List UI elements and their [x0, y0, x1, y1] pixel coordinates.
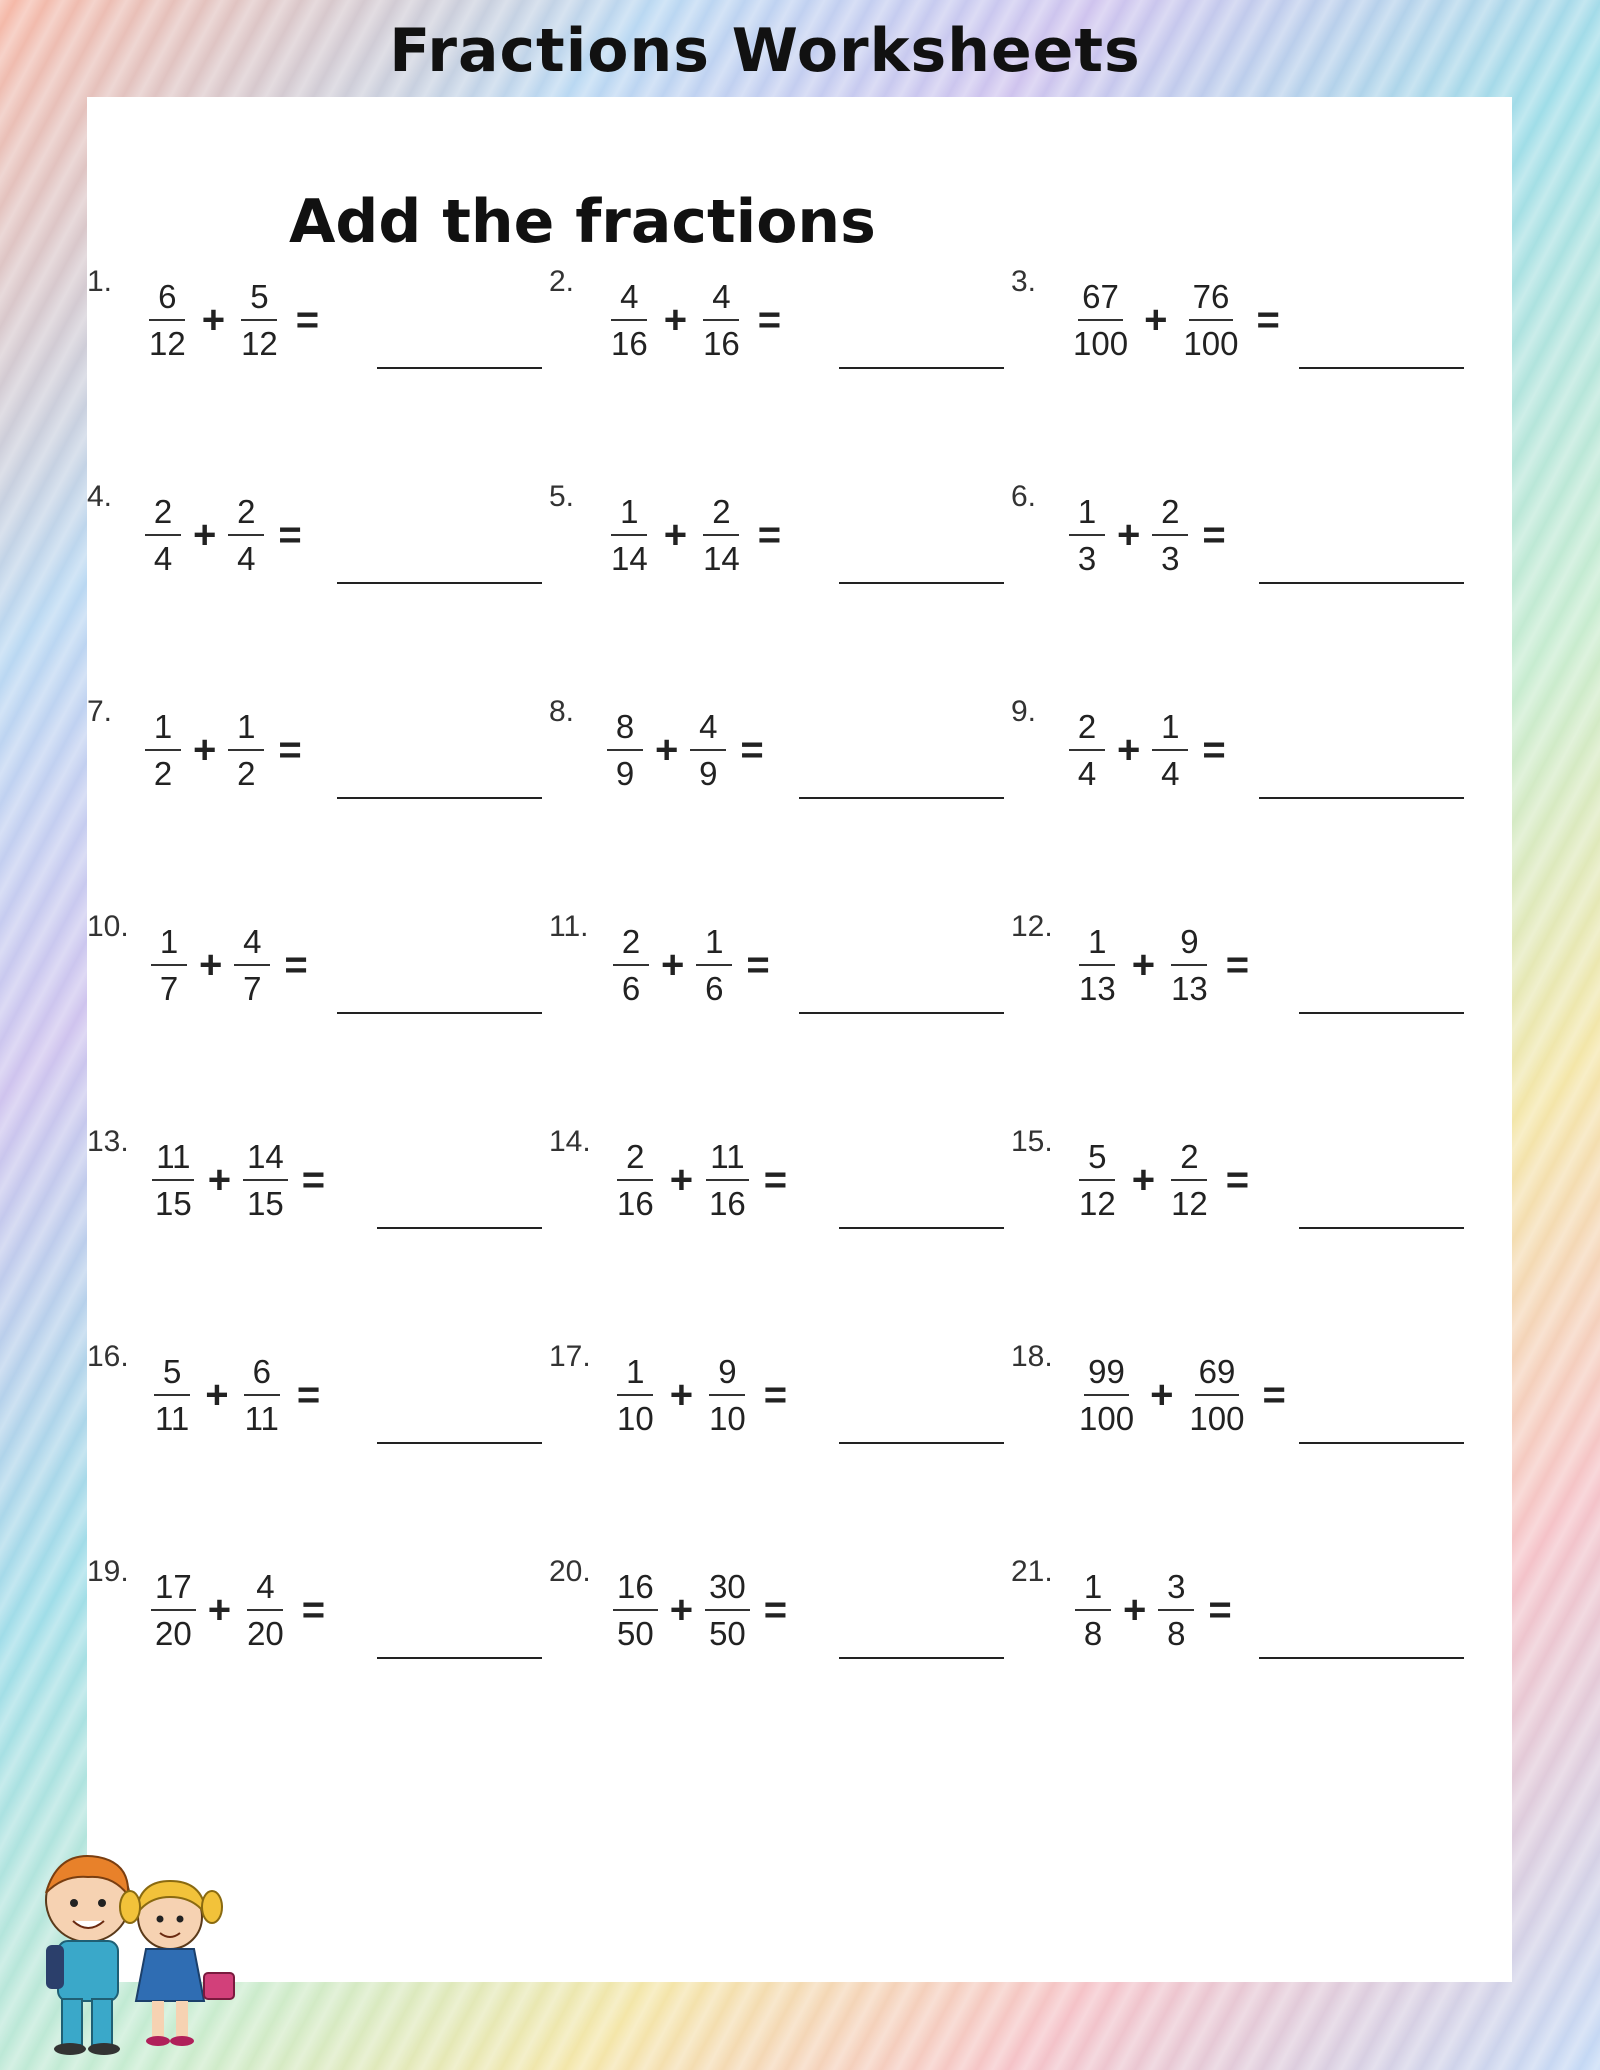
numerator: 6: [149, 280, 185, 321]
numerator: 2: [617, 1140, 653, 1181]
fraction-b: [243, 1140, 288, 1220]
problem-number: 6.: [1011, 480, 1037, 513]
plus-sign: +: [1131, 1157, 1156, 1202]
problem-13: [87, 1125, 542, 1235]
denominator: 100: [1183, 325, 1239, 362]
numerator: 67: [1078, 280, 1123, 321]
denominator: 15: [247, 1185, 284, 1222]
fraction-a: [1075, 1140, 1120, 1220]
numerator: 9: [709, 1355, 745, 1396]
denominator: 7: [243, 970, 262, 1007]
denominator: 12: [1171, 1185, 1208, 1222]
fraction-b: [699, 495, 744, 575]
denominator: 8: [1167, 1615, 1186, 1652]
denominator: 2: [237, 755, 256, 792]
equals-sign: =: [1256, 297, 1280, 342]
numerator: 4: [247, 1570, 283, 1611]
numerator: 11: [152, 1140, 194, 1181]
denominator: 9: [615, 755, 635, 792]
problem-2: [549, 265, 1004, 375]
problem-number: 9.: [1011, 695, 1037, 728]
numerator: 4: [690, 710, 726, 751]
page-title: Fractions Worksheets: [389, 16, 1141, 86]
problem-number: 13.: [87, 1125, 129, 1158]
fraction-b: [1152, 495, 1188, 575]
numerator: 14: [243, 1140, 288, 1181]
plus-sign: +: [193, 727, 217, 772]
denominator: 20: [247, 1615, 284, 1652]
denominator: 16: [709, 1185, 746, 1222]
answer-line[interactable]: [337, 797, 542, 799]
equals-sign: =: [740, 727, 764, 772]
denominator: 15: [155, 1185, 192, 1222]
problem-9: [1011, 695, 1464, 805]
plus-sign: +: [655, 727, 679, 772]
equals-sign: =: [278, 512, 302, 557]
problem-16: [87, 1340, 542, 1450]
problem-14: [549, 1125, 1004, 1235]
numerator: 4: [234, 925, 270, 966]
problem-20: [549, 1555, 1004, 1665]
fraction-a: [607, 280, 652, 360]
numerator: 3: [1158, 1570, 1194, 1611]
plus-sign: +: [1150, 1372, 1174, 1417]
fraction-b: [1152, 710, 1188, 790]
denominator: 4: [1161, 755, 1180, 792]
plus-sign: +: [1117, 727, 1141, 772]
fraction-b: [1158, 1570, 1194, 1650]
fraction-b: [696, 925, 732, 1005]
numerator: 17: [151, 1570, 196, 1611]
equals-sign: =: [296, 1372, 321, 1417]
numerator: 2: [613, 925, 649, 966]
problem-number: 16.: [87, 1340, 129, 1373]
problem-number: 5.: [549, 480, 575, 513]
fraction-a: [613, 1570, 658, 1650]
equals-sign: =: [746, 942, 770, 987]
fraction-a: [607, 710, 643, 790]
plus-sign: +: [663, 297, 688, 342]
problem-4: [87, 480, 542, 590]
denominator: 20: [155, 1615, 192, 1652]
equals-sign: =: [301, 1157, 326, 1202]
denominator: 13: [1079, 970, 1116, 1007]
equals-sign: =: [763, 1157, 788, 1202]
answer-line[interactable]: [1259, 797, 1464, 799]
numerator: 4: [703, 280, 739, 321]
plus-sign: +: [661, 942, 685, 987]
fraction-a: [151, 925, 187, 1005]
denominator: 11: [244, 1400, 279, 1437]
numerator: 2: [1171, 1140, 1207, 1181]
plus-sign: +: [205, 1372, 229, 1417]
plus-sign: +: [669, 1157, 694, 1202]
numerator: 1: [228, 710, 264, 751]
worksheet-sheet: [87, 97, 1512, 1982]
problem-number: 11.: [549, 910, 589, 943]
equals-sign: =: [763, 1587, 788, 1632]
numerator: 4: [611, 280, 647, 321]
problem-number: 3.: [1011, 265, 1037, 298]
denominator: 50: [709, 1615, 746, 1652]
answer-line[interactable]: [839, 367, 1004, 369]
problem-number: 8.: [549, 695, 575, 728]
numerator: 30: [705, 1570, 750, 1611]
answer-line[interactable]: [1299, 1227, 1464, 1229]
equals-sign: =: [1202, 727, 1226, 772]
answer-line[interactable]: [337, 1012, 542, 1014]
numerator: 6: [244, 1355, 280, 1396]
problem-number: 17.: [549, 1340, 591, 1373]
equals-sign: =: [757, 512, 782, 557]
problem-12: [1011, 910, 1464, 1020]
answer-line[interactable]: [377, 367, 542, 369]
plus-sign: +: [199, 942, 223, 987]
numerator: 5: [241, 280, 277, 321]
problem-8: [549, 695, 1004, 805]
plus-sign: +: [201, 297, 226, 342]
answer-line[interactable]: [1299, 1442, 1464, 1444]
denominator: 7: [159, 970, 179, 1007]
equals-sign: =: [1262, 1372, 1286, 1417]
numerator: 1: [151, 925, 187, 966]
numerator: 9: [1171, 925, 1207, 966]
children-cartoon-icon: [18, 1845, 238, 2055]
equals-sign: =: [284, 942, 308, 987]
answer-line[interactable]: [799, 1012, 1004, 1014]
denominator: 16: [617, 1185, 654, 1222]
fraction-a: [151, 1140, 196, 1220]
fraction-a: [151, 1570, 196, 1650]
plus-sign: +: [207, 1157, 232, 1202]
denominator: 14: [703, 540, 740, 577]
fraction-a: [1069, 280, 1132, 360]
problem-number: 7.: [87, 695, 113, 728]
denominator: 16: [703, 325, 740, 362]
denominator: 12: [241, 325, 278, 362]
plus-sign: +: [1131, 942, 1156, 987]
fraction-a: [145, 495, 181, 575]
answer-line[interactable]: [1299, 1012, 1464, 1014]
problem-17: [549, 1340, 1004, 1450]
denominator: 12: [1079, 1185, 1116, 1222]
fraction-b: [228, 710, 264, 790]
answer-line[interactable]: [799, 797, 1004, 799]
numerator: 8: [607, 710, 643, 751]
plus-sign: +: [669, 1372, 694, 1417]
fraction-a: [1069, 495, 1105, 575]
problem-number: 19.: [87, 1555, 129, 1588]
denominator: 6: [705, 970, 724, 1007]
denominator: 100: [1079, 1400, 1135, 1437]
denominator: 3: [1077, 540, 1097, 577]
fraction-b: [237, 280, 282, 360]
denominator: 12: [149, 325, 186, 362]
numerator: 76: [1189, 280, 1234, 321]
equals-sign: =: [763, 1372, 788, 1417]
problem-1: [87, 265, 542, 375]
fraction-b: [705, 1355, 750, 1435]
numerator: 1: [145, 710, 181, 751]
denominator: 10: [617, 1400, 654, 1437]
plus-sign: +: [1144, 297, 1168, 342]
numerator: 1: [1075, 1570, 1111, 1611]
numerator: 1: [696, 925, 732, 966]
numerator: 99: [1084, 1355, 1129, 1396]
answer-line[interactable]: [839, 582, 1004, 584]
fraction-b: [699, 280, 744, 360]
equals-sign: =: [1225, 942, 1250, 987]
denominator: 4: [1077, 755, 1097, 792]
answer-line[interactable]: [839, 1442, 1004, 1444]
numerator: 1: [1152, 710, 1188, 751]
fraction-a: [1075, 925, 1120, 1005]
problem-7: [87, 695, 542, 805]
fraction-b: [690, 710, 726, 790]
plus-sign: +: [663, 512, 688, 557]
problem-3: [1011, 265, 1464, 375]
plus-sign: +: [193, 512, 217, 557]
problem-18: [1011, 1340, 1464, 1450]
denominator: 50: [617, 1615, 654, 1652]
problem-21: [1011, 1555, 1464, 1665]
problem-number: 4.: [87, 480, 113, 513]
answer-line[interactable]: [1259, 1657, 1464, 1659]
denominator: 3: [1161, 540, 1180, 577]
numerator: 5: [154, 1355, 190, 1396]
denominator: 6: [621, 970, 641, 1007]
problem-number: 2.: [549, 265, 575, 298]
problem-6: [1011, 480, 1464, 590]
problem-number: 21.: [1011, 1555, 1053, 1588]
answer-line[interactable]: [337, 582, 542, 584]
denominator: 4: [153, 540, 173, 577]
answer-line[interactable]: [839, 1657, 1004, 1659]
problem-19: [87, 1555, 542, 1665]
problem-number: 10.: [87, 910, 129, 943]
denominator: 2: [153, 755, 173, 792]
denominator: 9: [699, 755, 718, 792]
fraction-b: [234, 925, 270, 1005]
numerator: 1: [617, 1355, 653, 1396]
numerator: 1: [611, 495, 647, 536]
numerator: 2: [145, 495, 181, 536]
fraction-b: [241, 1355, 283, 1435]
fraction-a: [1075, 1570, 1111, 1650]
denominator: 4: [237, 540, 256, 577]
fraction-b: [228, 495, 264, 575]
problem-11: [549, 910, 1004, 1020]
denominator: 14: [611, 540, 648, 577]
fraction-a: [145, 280, 190, 360]
problem-number: 1.: [87, 265, 113, 298]
fraction-a: [1075, 1355, 1138, 1435]
numerator: 2: [1152, 495, 1188, 536]
equals-sign: =: [295, 297, 320, 342]
instruction-heading: Add the fractions: [289, 187, 876, 257]
problem-number: 15.: [1011, 1125, 1053, 1158]
denominator: 16: [611, 325, 648, 362]
equals-sign: =: [1202, 512, 1226, 557]
denominator: 13: [1171, 970, 1208, 1007]
answer-line[interactable]: [839, 1227, 1004, 1229]
fraction-a: [1069, 710, 1105, 790]
numerator: 1: [1079, 925, 1115, 966]
problem-10: [87, 910, 542, 1020]
fraction-b: [705, 1140, 750, 1220]
equals-sign: =: [278, 727, 302, 772]
fraction-a: [613, 1355, 658, 1435]
denominator: 100: [1073, 325, 1129, 362]
answer-line[interactable]: [1299, 367, 1464, 369]
equals-sign: =: [1208, 1587, 1232, 1632]
fraction-b: [705, 1570, 750, 1650]
fraction-b: [1185, 1355, 1248, 1435]
problem-number: 20.: [549, 1555, 591, 1588]
numerator: 69: [1195, 1355, 1240, 1396]
fraction-b: [1167, 1140, 1212, 1220]
fraction-b: [1179, 280, 1242, 360]
problem-15: [1011, 1125, 1464, 1235]
numerator: 2: [228, 495, 264, 536]
answer-line[interactable]: [1259, 582, 1464, 584]
fraction-b: [1167, 925, 1212, 1005]
equals-sign: =: [757, 297, 782, 342]
plus-sign: +: [1117, 512, 1141, 557]
equals-sign: =: [1225, 1157, 1250, 1202]
fraction-b: [243, 1570, 288, 1650]
numerator: 2: [1069, 710, 1105, 751]
plus-sign: +: [207, 1587, 232, 1632]
numerator: 1: [1069, 495, 1105, 536]
fraction-a: [151, 1355, 193, 1435]
problem-number: 18.: [1011, 1340, 1053, 1373]
denominator: 11: [155, 1400, 190, 1437]
denominator: 100: [1189, 1400, 1245, 1437]
fraction-a: [613, 925, 649, 1005]
numerator: 11: [706, 1140, 748, 1181]
numerator: 2: [703, 495, 739, 536]
problem-number: 12.: [1011, 910, 1053, 943]
answer-line[interactable]: [377, 1442, 542, 1444]
numerator: 5: [1079, 1140, 1115, 1181]
answer-line[interactable]: [377, 1657, 542, 1659]
fraction-a: [613, 1140, 658, 1220]
numerator: 16: [613, 1570, 658, 1611]
plus-sign: +: [669, 1587, 694, 1632]
denominator: 10: [709, 1400, 746, 1437]
plus-sign: +: [1123, 1587, 1147, 1632]
problem-5: [549, 480, 1004, 590]
equals-sign: =: [301, 1587, 326, 1632]
fraction-a: [145, 710, 181, 790]
problem-number: 14.: [549, 1125, 591, 1158]
fraction-a: [607, 495, 652, 575]
answer-line[interactable]: [377, 1227, 542, 1229]
denominator: 8: [1083, 1615, 1103, 1652]
